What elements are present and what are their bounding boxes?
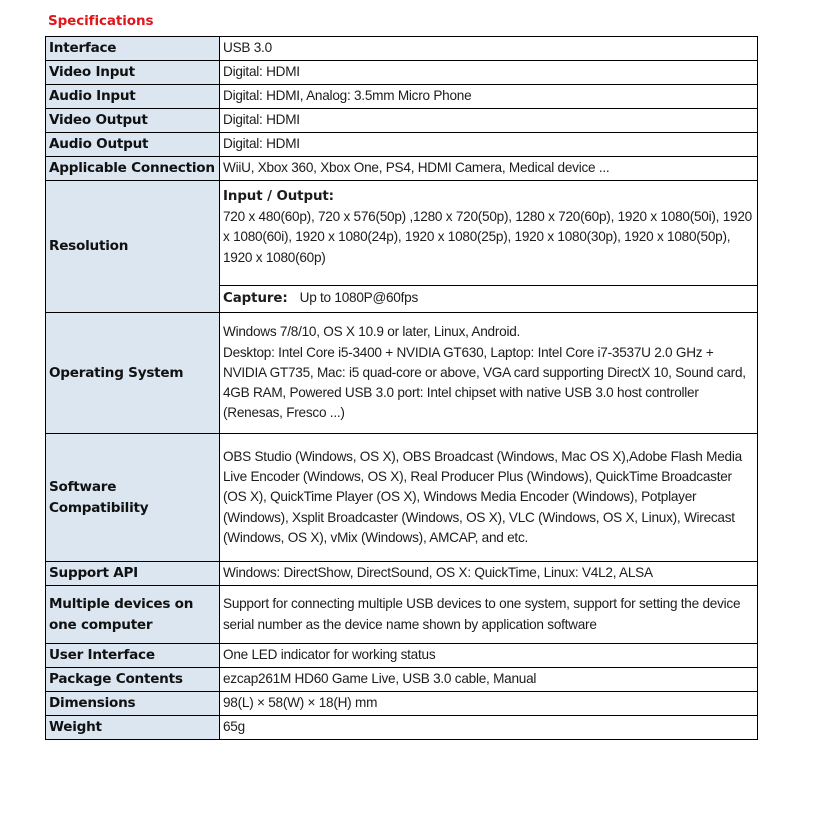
row-label: Package Contents <box>46 668 220 692</box>
table-row-support-api <box>46 562 758 586</box>
specifications-table <box>45 36 758 740</box>
os-line-2: Desktop: Intel Core i5-3400 + NVIDIA GT630, Laptop: Intel Core i7-3537U 2.0 GHz + NVIDIA GT735, Mac: i5 quad-core or above, VGA card supporting DirectX 10, Sound card, 4GB RAM, Powered USB 3.0 port: Intel chipset with native USB 3.0 host controller (Renesas, Fresco ...) <box>223 344 746 421</box>
row-value: Digital: HDMI <box>220 133 758 157</box>
table-row-weight <box>46 716 758 740</box>
row-value: Digital: HDMI <box>220 61 758 85</box>
row-label: Support API <box>46 562 220 586</box>
row-value: Digital: HDMI <box>220 109 758 133</box>
row-value: WiiU, Xbox 360, Xbox One, PS4, HDMI Camera, Medical device ... <box>220 157 758 181</box>
table-row-operating-system <box>46 313 758 434</box>
table-row-user-interface <box>46 644 758 668</box>
row-label: Weight <box>46 716 220 740</box>
row-label: Video Output <box>46 109 220 133</box>
row-label: Video Input <box>46 61 220 85</box>
row-label: Applicable Connection <box>46 157 220 181</box>
row-label: Software Compatibility <box>46 434 220 562</box>
row-value: OBS Studio (Windows, OS X), OBS Broadcast (Windows, Mac OS X),Adobe Flash Media Live Encoder (Windows, OS X), Real Producer Plus (Windows), QuickTime Broadcaster (OS X), QuickTime Player (OS X), Windows Media Encoder (Windows), Potplayer (Windows), Xsplit Broadcaster (Windows, OS X), VLC (Windows, OS X, Linux), Wirecast (Windows, OS X), vMix (Windows), AMCAP, and etc. <box>220 434 758 562</box>
table-row-multiple-devices <box>46 586 758 644</box>
os-line-1: Windows 7/8/10, OS X 10.9 or later, Linux, Android. <box>223 324 521 340</box>
row-value: USB 3.0 <box>220 37 758 61</box>
table-row-dimensions <box>46 692 758 716</box>
row-value <box>220 313 758 434</box>
row-value: Digital: HDMI, Analog: 3.5mm Micro Phone <box>220 85 758 109</box>
row-label: Operating System <box>46 313 220 434</box>
table-row-audio-output <box>46 133 758 157</box>
table-row-interface <box>46 37 758 61</box>
row-label: Resolution <box>46 181 220 313</box>
resolution-io-heading: Input / Output: <box>223 189 334 204</box>
resolution-capture-cell <box>220 286 758 313</box>
row-value: Support for connecting multiple USB devices to one system, support for setting the device serial number as the device name shown by application software <box>220 586 758 644</box>
row-label: Interface <box>46 37 220 61</box>
table-row-applicable-connection <box>46 157 758 181</box>
row-value: ezcap261M HD60 Game Live, USB 3.0 cable, Manual <box>220 668 758 692</box>
row-label: Multiple devices on one computer <box>46 586 220 644</box>
resolution-io-cell <box>220 181 758 286</box>
resolution-capture-value: Up to 1080P@60fps <box>299 290 419 306</box>
row-value: 65g <box>220 716 758 740</box>
row-value: One LED indicator for working status <box>220 644 758 668</box>
table-row-resolution <box>46 181 758 286</box>
row-label: User Interface <box>46 644 220 668</box>
table-row-software-compatibility <box>46 434 758 562</box>
table-row-video-input <box>46 61 758 85</box>
row-label: Audio Output <box>46 133 220 157</box>
row-value: Windows: DirectShow, DirectSound, OS X: QuickTime, Linux: V4L2, ALSA <box>220 562 758 586</box>
row-label: Audio Input <box>46 85 220 109</box>
table-row-package-contents <box>46 668 758 692</box>
section-title: Specifications <box>48 13 154 29</box>
row-label: Dimensions <box>46 692 220 716</box>
table-row-audio-input <box>46 85 758 109</box>
table-row-video-output <box>46 109 758 133</box>
row-value: 98(L) × 58(W) × 18(H) mm <box>220 692 758 716</box>
resolution-capture-heading: Capture: <box>223 291 288 307</box>
resolution-io-value: 720 x 480(60p), 720 x 576(50p) ,1280 x 720(50p), 1280 x 720(60p), 1920 x 1080(50i), 1920 x 1080(60i), 1920 x 1080(24p), 1920 x 1080(25p), 1920 x 1080(30p), 1920 x 1080(50p), 1920 x 1080(60p) <box>223 209 752 265</box>
